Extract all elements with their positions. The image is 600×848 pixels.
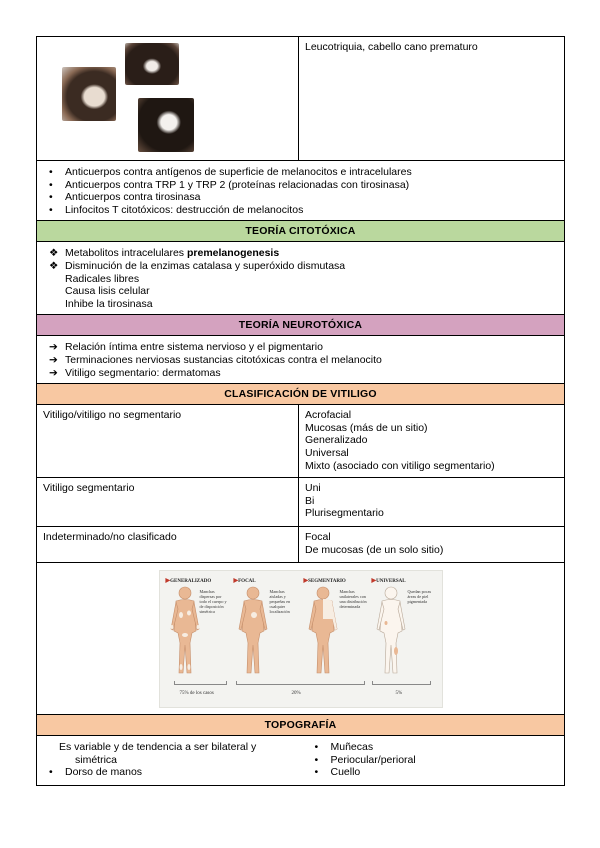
panel-description: Manchas unilaterales con una distribución determinada	[339, 589, 367, 610]
bracket-tick	[430, 681, 431, 685]
topography-lead: Es variable y de tendencia a ser bilateral y	[59, 741, 257, 754]
neurotoxic-heading: TEORÍA NEUROTÓXICA	[37, 315, 565, 336]
antibody-text: Linfocitos T citotóxicos: destrucción de melanocitos	[65, 203, 304, 216]
cytotoxic-text: Disminución de la enzimas catalasa y superóxido dismutasa	[65, 259, 346, 272]
triangle-marker-icon: ▶	[303, 578, 309, 585]
subtype-item: Focal	[305, 531, 331, 544]
arrow-icon: ➔	[49, 353, 58, 366]
scalp-photo-1-image	[62, 67, 116, 121]
classification-row	[37, 405, 565, 478]
topography-left-list	[43, 766, 309, 779]
subtype-item: Universal	[305, 446, 349, 459]
topography-cell	[37, 736, 565, 786]
subtype-item: De mucosas (de un solo sitio)	[305, 543, 444, 556]
list-item	[43, 204, 558, 217]
document-sheet	[36, 36, 564, 786]
subtype-item: Bi	[305, 494, 315, 507]
neurotoxic-text: Vitiligo segmentario: dermatomas	[65, 366, 221, 379]
list-item	[43, 341, 558, 354]
list-item	[309, 766, 559, 779]
list-item	[43, 166, 558, 179]
body-figure-universal	[374, 585, 408, 677]
antibody-text: Anticuerpos contra antígenos de superficie de melanocitos e intracelulares	[65, 166, 412, 178]
bracket-tick	[364, 681, 365, 685]
list-item	[309, 741, 559, 754]
premelanogenesis-bold: premelanogenesis	[186, 247, 280, 260]
bullet-icon: •	[49, 166, 53, 178]
bullet-icon: •	[314, 753, 319, 766]
panel-description: Quedan pocas áreas de piel pigmentada	[407, 589, 432, 605]
diamond-bullet-icon: ❖	[49, 247, 59, 260]
classification-type: Vitiligo segmentario	[37, 478, 299, 527]
antibodies-cell	[37, 161, 565, 221]
figure-cell	[37, 563, 565, 715]
panel-description: Manchas dispersas por todo el cuerpo y de disposición simétrica	[199, 589, 227, 615]
cytotoxic-cell	[37, 242, 565, 315]
percent-label: 75% de los casos	[179, 691, 214, 697]
panel-title: SEGMENTARIO	[308, 579, 346, 585]
topography-right	[309, 741, 559, 779]
cytotoxic-text: Metabolitos intracelulares	[65, 247, 187, 260]
triangle-marker-icon: ▶	[371, 578, 377, 585]
panel-title: GENERALIZADO	[170, 579, 212, 585]
intro-row	[37, 37, 565, 161]
bracket-tick	[236, 681, 237, 685]
antibody-text: Anticuerpos contra TRP 1 y TRP 2 (proteínas relacionadas con tirosinasa)	[65, 178, 410, 191]
bullet-icon: •	[49, 191, 53, 204]
bracket-tick	[226, 681, 227, 685]
antibodies-list	[43, 166, 558, 216]
bracket-tick	[174, 681, 175, 685]
triangle-marker-icon: ▶	[165, 578, 171, 585]
cytotoxic-header-row	[37, 221, 565, 242]
figure-row	[37, 563, 565, 715]
classification-subtypes	[299, 478, 565, 527]
bullet-icon: •	[314, 741, 319, 754]
list-item	[43, 766, 309, 779]
percent-label: 20%	[291, 691, 301, 697]
antibody-text: Anticuerpos contra tirosinasa	[65, 191, 201, 204]
panel-title: UNIVERSAL	[376, 579, 406, 585]
sub-item: Radicales libres	[65, 272, 140, 285]
subtype-item: Acrofacial	[305, 409, 352, 422]
classification-heading: CLASIFICACIÓN DE VITILIGO	[37, 384, 565, 405]
list-item	[43, 247, 558, 260]
list-item	[43, 191, 558, 204]
cytotoxic-heading: TEORÍA CITOTÓXICA	[37, 221, 565, 242]
topography-item: Dorso de manos	[65, 766, 143, 779]
subtype-item: Mixto (asociado con vitiligo segmentario)	[305, 459, 495, 472]
arrow-icon: ➔	[49, 366, 58, 379]
panel-description: Manchas aisladas y pequeñas en cualquier localización	[269, 589, 291, 615]
body-figure-segmental	[306, 585, 340, 677]
topography-heading: TOPOGRAFÍA	[37, 715, 565, 736]
list-item	[43, 260, 558, 273]
percent-label: 5%	[395, 691, 403, 697]
sub-item: Causa lisis celular	[65, 285, 150, 298]
list-item	[43, 179, 558, 192]
cytotoxic-sublist	[43, 273, 558, 311]
classification-header-row	[37, 384, 565, 405]
classification-row	[37, 478, 565, 527]
topography-row	[37, 736, 565, 786]
list-item	[43, 354, 558, 367]
bullet-icon: •	[49, 766, 53, 779]
percent-bracket	[236, 684, 364, 685]
photo-cell	[37, 37, 299, 161]
topography-header-row	[37, 715, 565, 736]
neurotoxic-header-row	[37, 315, 565, 336]
classification-subtypes	[299, 527, 565, 563]
neurotoxic-row	[37, 336, 565, 384]
neurotoxic-text: Terminaciones nerviosas sustancias citotóxicas contra el melanocito	[65, 353, 382, 366]
cytotoxic-list	[43, 247, 558, 272]
diamond-bullet-icon: ❖	[49, 259, 59, 272]
topography-item: Cuello	[330, 766, 361, 779]
arrow-icon: ➔	[49, 341, 58, 354]
subtype-item: Mucosas (más de un sitio)	[305, 421, 428, 434]
list-item	[309, 754, 559, 767]
bullet-icon: •	[49, 203, 53, 216]
bullet-icon: •	[314, 766, 319, 779]
scalp-photo-2-image	[125, 43, 179, 85]
subtype-item: Plurisegmentario	[305, 507, 384, 520]
neurotoxic-list	[43, 341, 558, 379]
classification-type: Indeterminado/no clasificado	[37, 527, 299, 563]
leukotrichia-text: Leucotriquia, cabello cano prematuro	[305, 41, 478, 53]
topography-lead-cont: simétrica	[75, 753, 118, 766]
classification-row	[37, 527, 565, 563]
scalp-photo-3-image	[138, 98, 194, 152]
antibodies-row	[37, 161, 565, 221]
subtype-item: Uni	[305, 482, 321, 495]
body-figure-focal	[236, 585, 270, 677]
list-item	[43, 367, 558, 380]
body-figure-generalized	[168, 585, 202, 677]
vitiligo-types-figure	[159, 570, 443, 708]
panel-title: FOCAL	[238, 579, 256, 585]
neurotoxic-cell	[37, 336, 565, 384]
sub-item: Inhibe la tirosinasa	[65, 297, 153, 310]
cytotoxic-row	[37, 242, 565, 315]
subtype-item: Generalizado	[305, 434, 368, 447]
percent-bracket	[174, 684, 226, 685]
scalp-photos	[62, 43, 194, 155]
leukotrichia-cell	[299, 37, 565, 161]
neurotoxic-text: Relación íntima entre sistema nervioso y el pigmentario	[65, 341, 323, 354]
bracket-tick	[372, 681, 373, 685]
topography-left	[49, 741, 309, 779]
percent-bracket	[372, 684, 430, 685]
topography-item: Periocular/perioral	[330, 753, 416, 766]
bullet-icon: •	[49, 178, 53, 191]
topography-columns	[49, 741, 558, 779]
topography-item: Muñecas	[330, 741, 374, 754]
topography-right-list	[309, 741, 559, 779]
triangle-marker-icon: ▶	[233, 578, 239, 585]
classification-type: Vitiligo/vitiligo no segmentario	[37, 405, 299, 478]
vitiligo-table	[36, 36, 565, 786]
classification-subtypes	[299, 405, 565, 478]
